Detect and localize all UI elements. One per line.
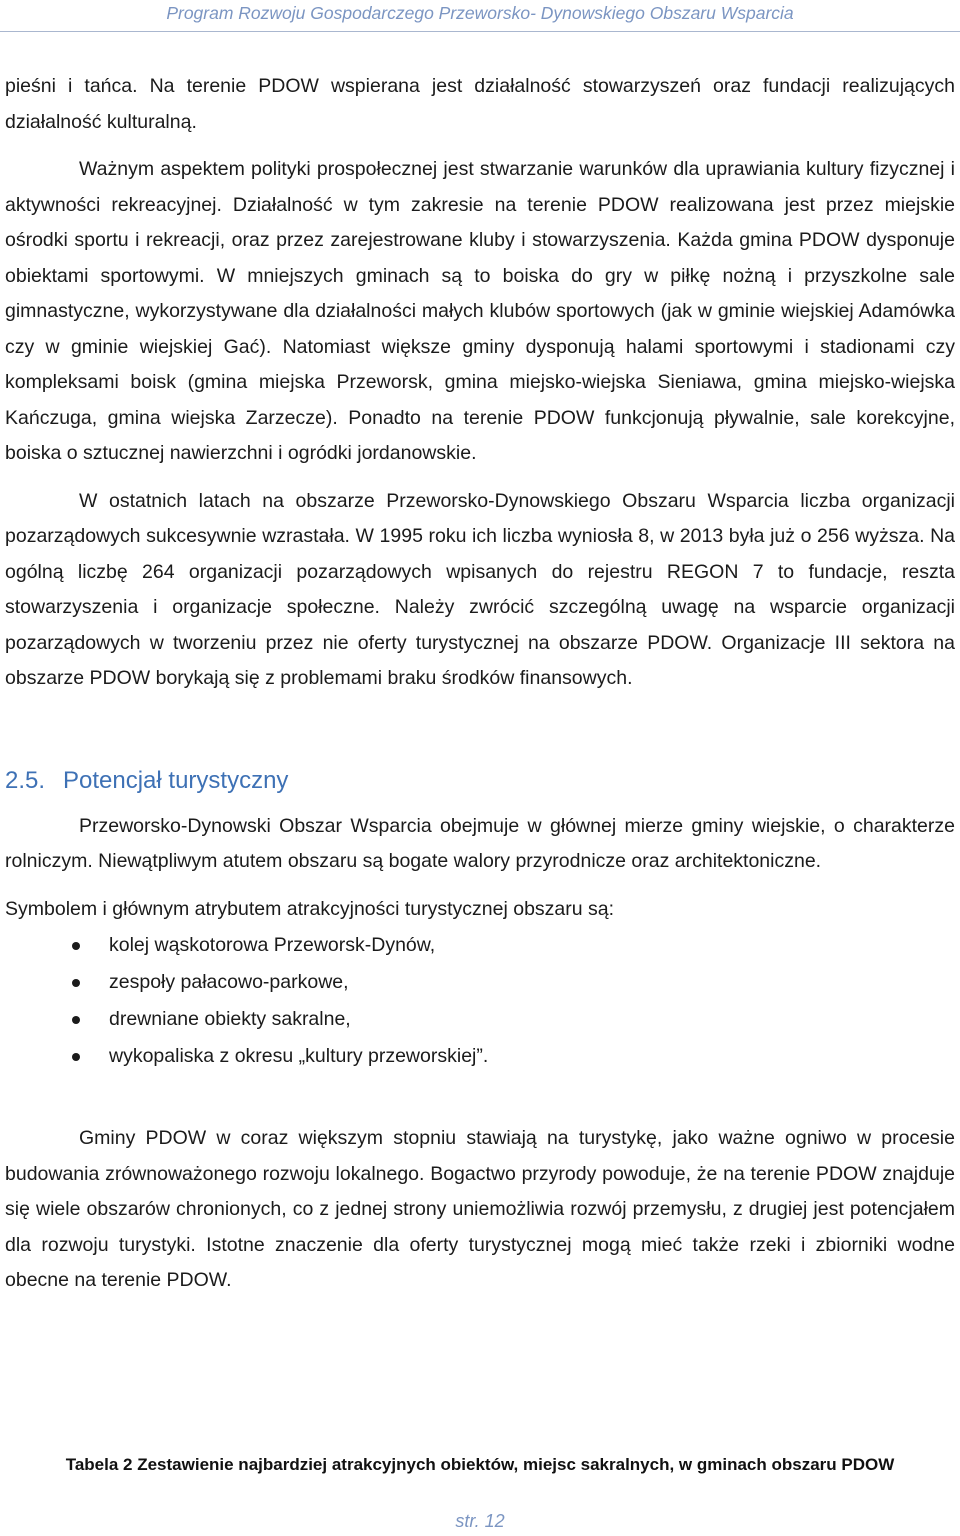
page-header [0, 0, 960, 35]
paragraph-culture: pieśni i tańca. Na terenie PDOW wspierana jest działalność stowarzyszeń oraz fundacji realizujących działalność kulturalną. [5, 75, 955, 133]
list-item: wykopaliska z okresu „kultury przeworskiej”. [5, 1038, 955, 1075]
page-number: str. 12 [455, 1511, 505, 1531]
header-title: Program Rozwoju Gospodarczego Przeworsko- Dynowskiego Obszaru Wsparcia [166, 3, 794, 23]
list-item: drewniane obiekty sakralne, [5, 1001, 955, 1038]
table-caption: Tabela 2 Zestawienie najbardziej atrakcyjnych obiektów, miejsc sakralnych, w gminach obszaru PDOW [65, 1455, 895, 1474]
document-body [5, 69, 955, 1299]
paragraph-tourism-intro: Przeworsko-Dynowski Obszar Wsparcia obejmuje w głównej mierze gminy wiejskie, o charakterze rolniczym. Niewątpliwym atutem obszaru są bogate walory przyrodnicze oraz architektoniczne. [5, 814, 955, 872]
section-heading [5, 765, 955, 797]
section-number: 2.5. [5, 766, 46, 794]
bullet-icon [72, 942, 80, 950]
section-title: Potencjał turystyczny [63, 766, 289, 794]
paragraph-tourism-development: Gminy PDOW w coraz większym stopniu stawiają na turystykę, jako ważne ogniwo w procesie budowania zrównoważonego rozwoju lokalnego. Bogactwo przyrody powoduje, że na terenie PDOW znajduje się wiele obszarów chronionych, co z jednej strony uniemożliwia rozwój przemysłu, z drugiej jest potencjałem dla rozwoju turystyki. Istotne znaczenie dla oferty turystycznej mogą mieć także rzeki i zbiorniki wodne obecne na terenie PDOW. [5, 1127, 955, 1291]
bullet-icon [72, 1016, 80, 1024]
list-intro: Symbolem i głównym atrybutem atrakcyjności turystycznej obszaru są: [5, 897, 615, 920]
page-footer [0, 1508, 960, 1534]
bullet-icon [72, 979, 80, 987]
list-item: zespoły pałacowo-parkowe, [5, 964, 955, 1001]
list-item: kolej wąskotorowa Przeworsk-Dynów, [5, 927, 955, 964]
attractions-list [5, 927, 955, 1075]
paragraph-ngo: W ostatnich latach na obszarze Przeworsko-Dynowskiego Obszaru Wsparcia liczba organizacji pozarządowych sukcesywnie wzrastała. W 1995 roku ich liczba wyniosła 8, w 2013 była już o 256 wyższa. Na ogólną liczbę 264 organizacji pozarządowych wpisanych do rejestru REGON 7 to fundacje, reszta stowarzyszenia i organizacje społeczne. Należy zwrócić szczególną uwagę na wsparcie organizacji pozarządowych w tworzeniu przez nie oferty turystycznej na obszarze PDOW. Organizacje III sektora na obszarze PDOW borykają się z problemami braku środków finansowych. [5, 489, 955, 689]
paragraph-sport: Ważnym aspektem polityki prospołecznej jest stwarzanie warunków dla uprawiania kultury fizycznej i aktywności rekreacyjnej. Działalność w tym zakresie na terenie PDOW realizowana jest przez miejskie ośrodki sportu i rekreacji, oraz przez zarejestrowane kluby i stowarzyszenia. Każda gmina PDOW dysponuje obiektami sportowymi. W mniejszych gminach są to boiska do gry w piłkę nożną i przyszkolne sale gimnastyczne, wykorzystywane dla działalności małych klubów sportowych (jak w gminie wiejskiej Adamówka czy w gminie wiejskiej Gać). Natomiast większe gminy dysponują halami sportowymi i stadionami czy kompleksami boisk (gmina miejska Przeworsk, gmina miejsko-wiejska Sieniawa, gmina miejsko-wiejska Kańczuga, gmina wiejska Zarzecze). Ponadto na terenie PDOW funkcjonują pływalnie, sale korekcyjne, boiska o sztucznej nawierzchni i ogródki jordanowskie. [5, 158, 955, 464]
bullet-icon [72, 1053, 80, 1061]
header-divider [0, 31, 960, 32]
